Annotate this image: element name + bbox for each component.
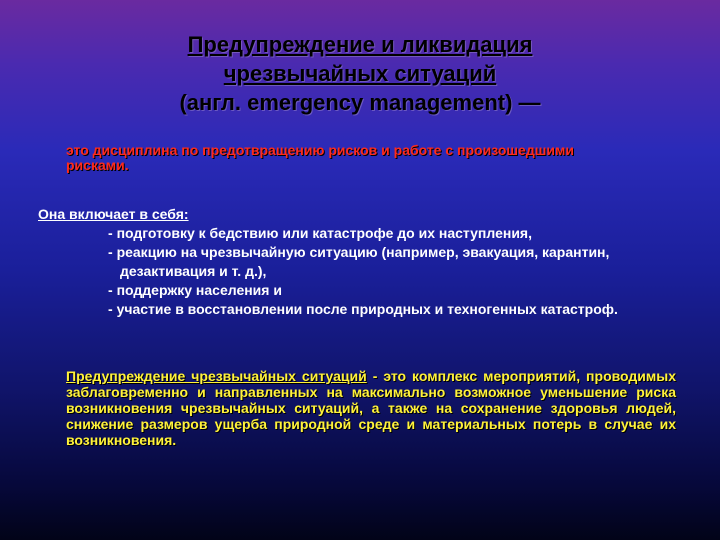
title-line-1: Предупреждение и ликвидация — [187, 32, 533, 57]
title-line-2: чрезвычайных ситуаций — [223, 61, 497, 86]
slide-title — [0, 30, 720, 117]
prevention-text: - это комплекс мероприятий, проводимых заблаговременно и направленных на максимально возможное уменьшение риска возникновения чрезвычайных ситуаций, а также на сохранение здоровья людей, снижение размеров ущерба природной среде и материальных потерь в случае их возникновения. — [66, 368, 676, 448]
includes-list — [38, 224, 698, 319]
prevention-paragraph — [66, 368, 676, 448]
includes-heading: Она включает в себя: — [38, 206, 189, 222]
prevention-term: Предупреждение чрезвычайных ситуаций — [66, 368, 367, 384]
definition-text: это дисциплина по предотвращению рисков и работе с произошедшими рисками. — [66, 142, 574, 173]
list-item: - подготовку к бедствию или катастрофе до их наступления, — [108, 224, 698, 243]
list-item: - участие в восстановлении после природных и техногенных катастроф. — [108, 300, 698, 319]
list-item: - поддержку населения и — [108, 281, 698, 300]
includes-section — [38, 205, 698, 319]
list-item: - реакцию на чрезвычайную ситуацию (например, эвакуация, карантин, дезактивация и т. д.), — [108, 243, 698, 281]
title-line-3: (англ. emergency management) — — [179, 90, 541, 115]
